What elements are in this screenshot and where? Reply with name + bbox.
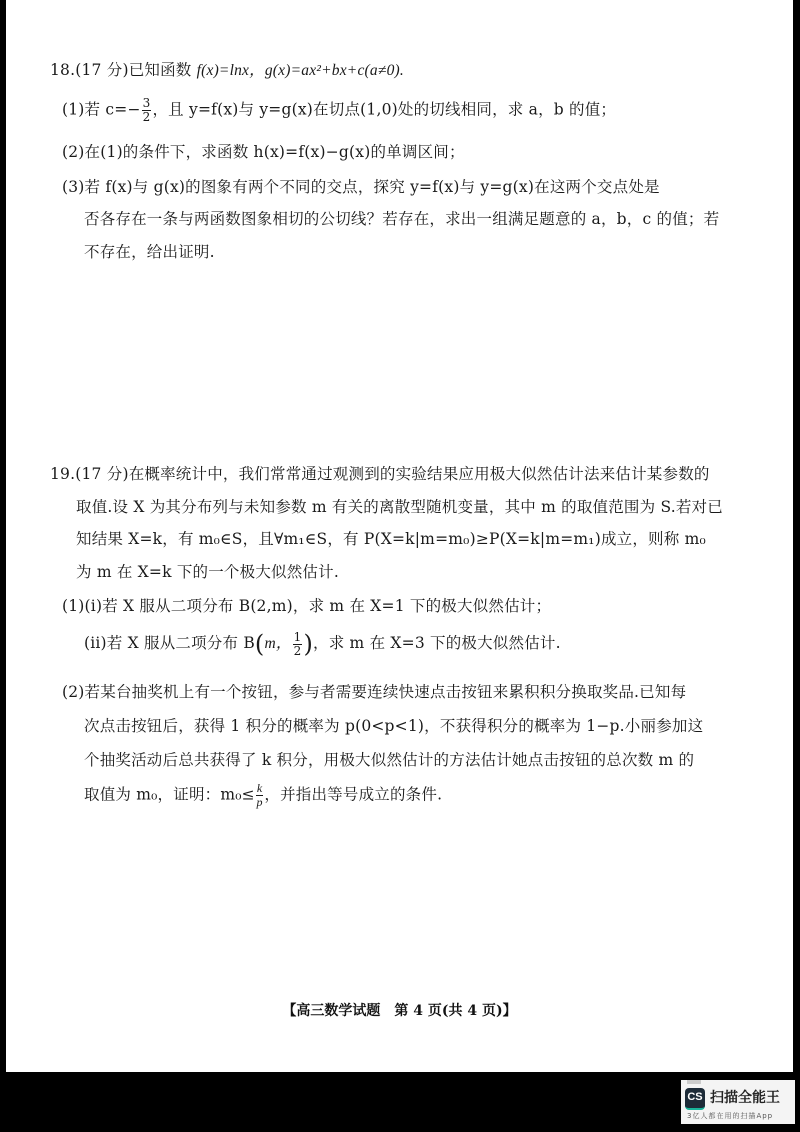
q18-part3-line2: 否各存在一条与两函数图象相切的公切线？若存在，求出一组满足题意的 a，b，c 的值；若 — [84, 210, 720, 228]
exam-page — [6, 0, 793, 1072]
q18-part2: (2)在(1)的条件下，求函数 h(x)=f(x)−g(x)的单调区间； — [62, 143, 465, 161]
q18-part3-line3: 不存在，给出证明. — [84, 243, 215, 261]
q18-part1 — [62, 97, 616, 124]
q18-header-text: 18.(17 分)已知函数 — [50, 61, 197, 79]
q18-header-math: f(x)=lnx，g(x)=ax²+bx+c(a≠0). — [196, 62, 404, 79]
q19-part1-ii-prefix: (ii)若 X 服从二项分布 B — [84, 634, 255, 652]
q18-part1-prefix: (1)若 c=− — [62, 100, 141, 119]
frac-den: p — [256, 795, 263, 809]
fraction-3-2 — [142, 97, 152, 124]
q19-part2-line3: 个抽奖活动后总共获得了 k 积分，用极大似然估计的方法估计她点击按钮的总次数 m 的 — [84, 751, 695, 769]
watermark-title: 扫描全能王 — [710, 1090, 780, 1106]
q19-part2-line2: 次点击按钮后，获得 1 积分的概率为 p(0<p<1)，不获得积分的概率为 1−p.小丽参加这 — [84, 717, 704, 735]
q18-header — [50, 58, 404, 80]
frac-den: 2 — [142, 110, 151, 124]
q19-part2-line4-suffix: ，并指出等号成立的条件. — [264, 785, 443, 804]
watermark-subtitle: 3亿人都在用的扫描App — [687, 1112, 774, 1120]
fraction-1-2 — [293, 631, 303, 658]
q18-part3-line1: (3)若 f(x)与 g(x)的图象有两个不同的交点，探究 y=f(x)与 y=g(x)在这两个交点处是 — [62, 178, 660, 196]
right-paren: ) — [303, 630, 314, 658]
q18-part1-suffix: ，且 y=f(x)与 y=g(x)在切点(1,0)处的切线相同，求 a，b 的值； — [152, 100, 617, 119]
q19-part2-line1: (2)若某台抽奖机上有一个按钮，参与者需要连续快速点击按钮来累积积分换取奖品.已知每 — [62, 683, 687, 701]
q19-line2: 取值.设 X 为其分布列与未知参数 m 有关的离散型随机变量，其中 m 的取值范围为 S.若对已 — [76, 498, 723, 516]
q19-line4: 为 m 在 X=k 下的一个极大似然估计. — [76, 563, 339, 581]
fraction-k-p — [256, 782, 264, 809]
frac-num: 3 — [142, 96, 151, 110]
watermark-top-bar — [687, 1080, 701, 1084]
q19-part2-line4 — [84, 782, 442, 809]
left-paren: ( — [254, 630, 265, 658]
scanner-watermark — [681, 1080, 795, 1124]
q19-part2-line4-prefix: 取值为 m₀，证明：m₀≤ — [84, 785, 255, 804]
frac-num: k — [256, 781, 263, 795]
page-footer: 【高三数学试题 第 4 页(共 4 页)】 — [282, 1003, 517, 1019]
q19-part1-i: (1)(i)若 X 服从二项分布 B(2,m)，求 m 在 X=1 下的极大似然估计； — [62, 597, 552, 615]
frac-den: 2 — [293, 643, 302, 658]
q19-part1-ii-suffix: ，求 m 在 X=3 下的极大似然估计. — [313, 634, 561, 652]
camscanner-logo-icon: CS — [685, 1088, 705, 1110]
param-m: m， — [264, 635, 292, 652]
q19-part1-ii — [84, 630, 561, 658]
frac-num: 1 — [293, 629, 302, 644]
q19-line3: 知结果 X=k，有 m₀∈S，且∀m₁∈S，有 P(X=k|m=m₀)≥P(X=k|m=m₁)成立，则称 m₀ — [76, 530, 706, 548]
q19-line1: 19.(17 分)在概率统计中，我们常常通过观测到的实验结果应用极大似然估计法来估计某参数的 — [50, 465, 710, 483]
